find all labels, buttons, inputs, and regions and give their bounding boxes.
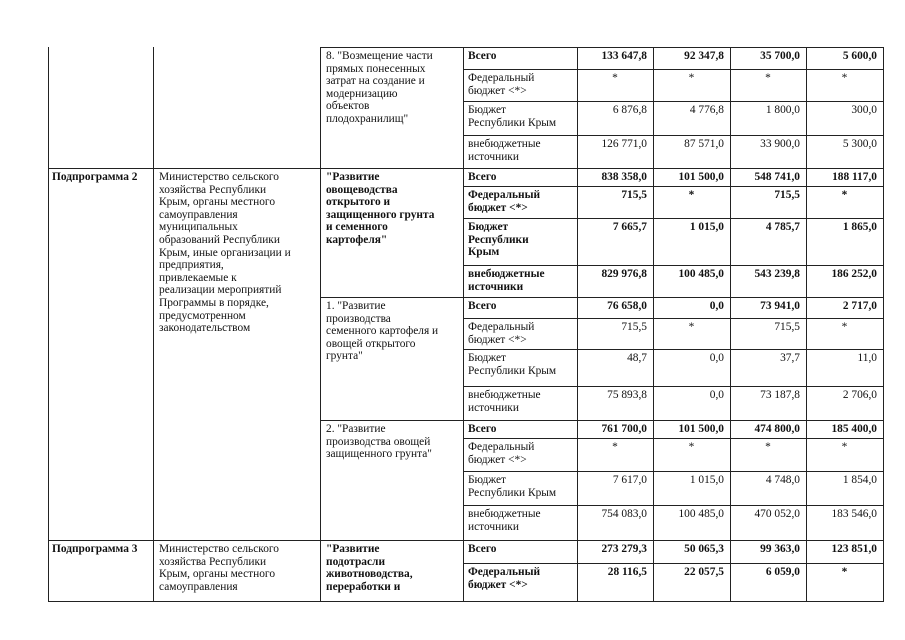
funding-amount: 1 854,0 [842, 474, 877, 486]
subprogram-label: Подпрограмма 3 [52, 543, 138, 555]
funding-amount: * [765, 72, 771, 84]
table-rule-horizontal [463, 218, 884, 219]
table-rule-vertical [153, 47, 154, 601]
activity-title: 8. "Возмещение части прямых понесенных затрат на создание и модернизацию объектов плодохранилищ" [326, 50, 433, 125]
funding-source-label: Бюджет Республики Крым [468, 104, 557, 129]
funding-amount: 2 706,0 [842, 389, 877, 401]
activity-title: "Развитие подотрасли животноводства, переработки и [326, 543, 413, 593]
funding-amount: 273 279,3 [601, 543, 647, 555]
funding-source-label: Федеральный бюджет <*> [468, 441, 535, 466]
funding-amount: 1 800,0 [765, 104, 800, 116]
funding-source-label: Бюджет Республики Крым [468, 352, 557, 377]
table-rule-horizontal [463, 563, 884, 564]
funding-amount: 183 546,0 [831, 508, 877, 520]
table-rule-horizontal [463, 601, 884, 602]
funding-amount: 838 358,0 [601, 171, 647, 183]
funding-amount: * [612, 441, 618, 453]
funding-amount: 300,0 [851, 104, 877, 116]
funding-amount: 100 485,0 [678, 268, 724, 280]
funding-amount: 101 500,0 [678, 171, 724, 183]
funding-amount: 4 748,0 [765, 474, 800, 486]
funding-amount: 100 485,0 [678, 508, 724, 520]
funding-amount: 4 776,8 [689, 104, 724, 116]
table-rule-horizontal [463, 471, 884, 472]
table-rule-horizontal [463, 318, 884, 319]
funding-amount: 101 500,0 [678, 423, 724, 435]
funding-source-label: Федеральный бюджет <*> [468, 566, 541, 591]
funding-amount: 470 052,0 [754, 508, 800, 520]
funding-amount: 715,5 [621, 189, 647, 201]
funding-amount: 28 116,5 [607, 566, 647, 578]
funding-amount: 186 252,0 [831, 268, 877, 280]
funding-amount: * [688, 189, 695, 201]
funding-source-label: внебюджетные источники [468, 508, 541, 533]
funding-source-label: Всего [468, 543, 497, 555]
funding-source-label: Всего [468, 300, 497, 312]
funding-amount: 1 015,0 [689, 221, 724, 233]
funding-amount: 99 363,0 [760, 543, 800, 555]
funding-amount: 761 700,0 [601, 423, 647, 435]
table-rule-horizontal [320, 47, 884, 48]
funding-amount: 1 015,0 [689, 474, 724, 486]
funding-source-label: Федеральный бюджет <*> [468, 72, 535, 97]
funding-amount: 92 347,8 [684, 50, 724, 62]
executor-text: Министерство сельского хозяйства Республики Крым, органы местного самоуправления [159, 543, 279, 593]
funding-amount: 5 600,0 [842, 50, 877, 62]
funding-amount: 185 400,0 [831, 423, 877, 435]
funding-amount: 4 785,7 [765, 221, 800, 233]
table-rule-horizontal [463, 135, 884, 136]
funding-amount: 50 065,3 [684, 543, 724, 555]
funding-amount: 22 057,5 [684, 566, 724, 578]
funding-amount: 76 658,0 [607, 300, 647, 312]
funding-source-label: Всего [468, 423, 497, 435]
funding-amount: 715,5 [774, 189, 800, 201]
table-rule-horizontal [48, 601, 463, 602]
table-rule-vertical [48, 47, 49, 601]
funding-amount: 87 571,0 [684, 138, 724, 150]
funding-amount: 7 665,7 [612, 221, 647, 233]
funding-amount: * [841, 566, 848, 578]
funding-amount: 0,0 [709, 389, 724, 401]
funding-amount: 6 059,0 [765, 566, 800, 578]
funding-amount: * [612, 72, 618, 84]
funding-source-label: Бюджет Республики Крым [468, 221, 529, 259]
funding-source-label: Всего [468, 50, 497, 62]
funding-amount: 548 741,0 [754, 171, 800, 183]
table-rule-horizontal [320, 420, 884, 421]
table-rule-horizontal [463, 349, 884, 350]
funding-amount: 75 893,8 [607, 389, 647, 401]
table-rule-horizontal [48, 168, 884, 169]
table-rule-horizontal [463, 69, 884, 70]
executor-text: Министерство сельского хозяйства Республики Крым, органы местного самоуправления муниципальных образований Республики Крым, иные организации и предприятия, привлекаемые к реализации мероприятий Программы в порядке, предусмотренном законодательством [159, 171, 291, 335]
table-rule-vertical [883, 47, 884, 601]
activity-title: "Развитие овощеводства открытого и защищенного грунта и семенного картофеля" [326, 171, 435, 246]
funding-amount: 829 976,8 [601, 268, 647, 280]
table-rule-horizontal [48, 540, 884, 541]
funding-amount: 133 647,8 [601, 50, 647, 62]
table-rule-vertical [653, 47, 654, 601]
funding-source-label: внебюджетные источники [468, 138, 541, 163]
funding-amount: 474 800,0 [754, 423, 800, 435]
funding-amount: 0,0 [709, 352, 724, 364]
funding-amount: * [841, 72, 848, 84]
funding-source-label: Всего [468, 171, 497, 183]
table-rule-vertical [463, 47, 464, 601]
funding-amount: 188 117,0 [832, 171, 877, 183]
funding-amount: 7 617,0 [612, 474, 647, 486]
funding-source-label: Бюджет Республики Крым [468, 474, 557, 499]
funding-amount: 1 865,0 [842, 221, 877, 233]
funding-amount: * [841, 321, 848, 333]
subprogram-label: Подпрограмма 2 [52, 171, 138, 183]
table-rule-vertical [320, 47, 321, 601]
funding-amount: 2 717,0 [842, 300, 877, 312]
funding-amount: 754 083,0 [601, 508, 647, 520]
funding-amount: * [688, 321, 695, 333]
funding-source-label: Федеральный бюджет <*> [468, 189, 541, 214]
activity-title: 1. "Развитие производства семенного картофеля и овощей открытого грунта" [326, 300, 439, 363]
funding-amount: 715,5 [621, 321, 647, 333]
funding-amount: 0,0 [709, 300, 724, 312]
table-rule-horizontal [463, 386, 884, 387]
funding-source-label: внебюджетные источники [468, 389, 541, 414]
funding-amount: 35 700,0 [760, 50, 800, 62]
funding-amount: * [688, 441, 695, 453]
funding-amount: 123 851,0 [831, 543, 877, 555]
table-rule-horizontal [463, 438, 884, 439]
funding-amount: 5 300,0 [842, 138, 877, 150]
funding-amount: 543 239,8 [754, 268, 800, 280]
funding-amount: * [841, 189, 848, 201]
table-rule-horizontal [463, 505, 884, 506]
table-rule-vertical [730, 47, 731, 601]
table-rule-horizontal [463, 265, 884, 266]
funding-amount: 126 771,0 [601, 138, 647, 150]
funding-amount: 33 900,0 [760, 138, 800, 150]
funding-amount: 73 187,8 [760, 389, 800, 401]
funding-source-label: Федеральный бюджет <*> [468, 321, 535, 346]
table-rule-horizontal [463, 101, 884, 102]
table-rule-vertical [577, 47, 578, 601]
funding-amount: 48,7 [627, 352, 647, 364]
funding-amount: 11,0 [857, 352, 877, 364]
funding-amount: * [765, 441, 771, 453]
funding-amount: 37,7 [780, 352, 800, 364]
funding-amount: * [841, 441, 848, 453]
funding-amount: 715,5 [774, 321, 800, 333]
funding-amount: 6 876,8 [612, 104, 647, 116]
activity-title: 2. "Развитие производства овощей защищенного грунта" [326, 423, 432, 461]
table-rule-horizontal [320, 297, 884, 298]
funding-amount: 73 941,0 [760, 300, 800, 312]
funding-source-label: внебюджетные источники [468, 268, 545, 293]
table-rule-horizontal [463, 186, 884, 187]
funding-amount: * [688, 72, 695, 84]
table-rule-vertical [806, 47, 807, 601]
